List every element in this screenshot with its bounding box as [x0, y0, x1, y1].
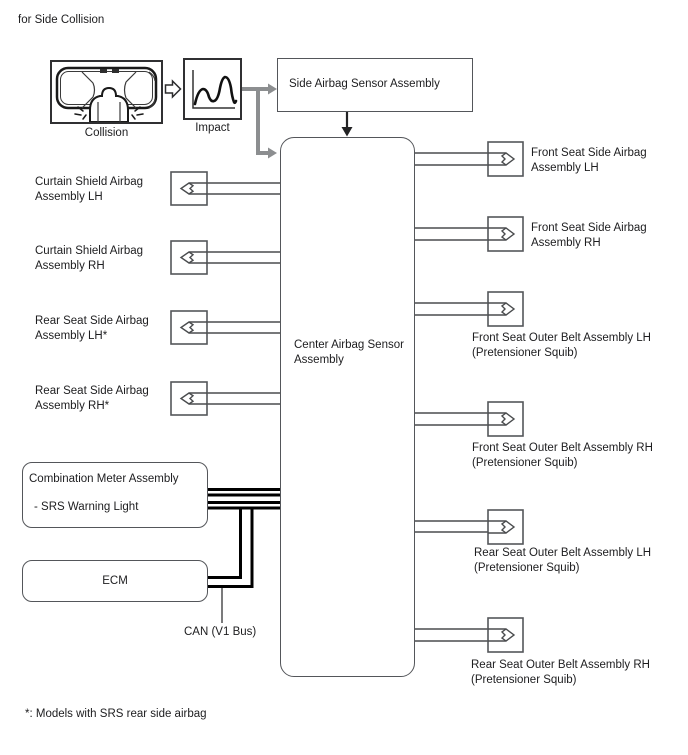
car-top-view-side-impact-icon	[52, 62, 161, 122]
center-airbag-sensor-label-line1: Center Airbag Sensor	[294, 339, 404, 351]
collision-box	[50, 60, 163, 124]
device-label-rear-belt-lh: Rear Seat Outer Belt Assembly LH (Pretensioner Squib)	[474, 547, 652, 574]
device-label-curtain-lh: Curtain Shield Airbag Assembly LH	[35, 176, 144, 203]
combination-meter-box	[22, 462, 208, 528]
acceleration-waveform-icon	[185, 60, 240, 118]
device-label-rear-belt-rh: Rear Seat Outer Belt Assembly RH (Pretensioner Squib)	[471, 659, 650, 686]
device-label-front-side-airbag-rh: Front Seat Side Airbag Assembly RH	[531, 222, 647, 249]
device-label-rear-side-airbag-rh: Rear Seat Side Airbag Assembly RH*	[35, 385, 149, 412]
squib-connector-left-icon	[171, 172, 207, 415]
side-airbag-sensor-box	[277, 58, 473, 112]
ecm-box	[22, 560, 208, 602]
combination-meter-label: Combination Meter Assembly	[29, 473, 179, 485]
left-squib-wires	[207, 183, 281, 404]
device-label-curtain-rh: Curtain Shield Airbag Assembly RH	[35, 245, 144, 272]
center-airbag-sensor-label-line2: Assembly	[294, 353, 344, 366]
impact-box	[183, 58, 242, 120]
device-label-front-belt-lh: Front Seat Outer Belt Assembly LH (Pretensioner Squib)	[472, 332, 651, 359]
impact-label: Impact	[195, 122, 230, 134]
can-bus-label: CAN (V1 Bus)	[184, 626, 257, 638]
side-sensor-down-arrow	[342, 112, 353, 137]
ecm-label: ECM	[102, 575, 128, 587]
block-arrow-right-icon	[166, 81, 181, 97]
squib-connector-right-icon	[488, 142, 523, 652]
page-title: for Side Collision	[18, 14, 105, 26]
side-airbag-sensor-label: Side Airbag Sensor Assembly	[289, 78, 440, 90]
srs-warning-light-label: - SRS Warning Light	[34, 501, 139, 513]
flow-arrows-gray	[242, 84, 277, 159]
device-label-front-side-airbag-lh: Front Seat Side Airbag Assembly LH	[531, 147, 647, 174]
device-label-rear-side-airbag-lh: Rear Seat Side Airbag Assembly LH*	[35, 315, 149, 342]
center-airbag-sensor-box	[280, 137, 415, 677]
collision-label: Collision	[84, 127, 129, 139]
device-label-front-belt-rh: Front Seat Outer Belt Assembly RH (Pretensioner Squib)	[472, 442, 653, 469]
can-bus-lines	[208, 490, 281, 624]
footnote: *: Models with SRS rear side airbag	[25, 708, 207, 720]
